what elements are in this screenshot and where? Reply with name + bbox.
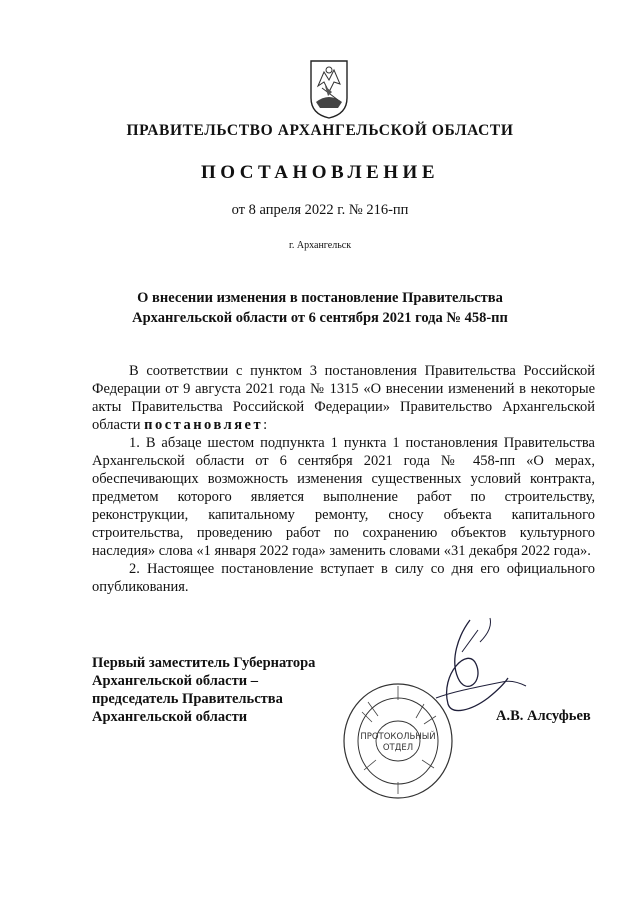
preamble-text: В соответствии с пунктом 3 постановления Правительства Российской Федерации от 9 августа 2021 года № 1315 «О внесении изменений в некоторые акты Правительства Российской Федерации» Правительство Архангельской области (92, 363, 595, 433)
decree-word: постановляет (144, 417, 264, 433)
signer-position (92, 654, 315, 726)
document-city: г. Архангельск (288, 240, 352, 251)
seal-center-line-1: ПРОТОКОЛЬНЫЙ (360, 732, 436, 742)
document-date-number: от 8 апреля 2022 г. № 216-пп (231, 202, 409, 218)
seal-center-line-2: ОТДЕЛ (382, 743, 414, 753)
item-2-paragraph: 2. Настоящее постановление вступает в силу со дня его официального опубликования. (92, 561, 595, 595)
signer-position-line-3: председатель Правительства (92, 691, 283, 707)
item-1-paragraph: 1. В абзаце шестом подпункта 1 пункта 1 постановления Правительства Архангельской области от 6 сентября 2021 года № 458-пп «О мерах, обеспечивающих возможность изменения существенных условий контракта, предметом которого является выполнение работ по строительству, реконструкции, капитальному ремонту, сносу объекта капитального строительства, проведению работ по сохранению объектов культурного наследия» слова «1 января 2022 года» заменить словами «31 декабря 2022 года». (92, 435, 595, 559)
signer-position-line-4: Архангельской области (92, 709, 248, 725)
government-title: ПРАВИТЕЛЬСТВО АРХАНГЕЛЬСКОЙ ОБЛАСТИ (126, 122, 514, 139)
document-subject (110, 288, 530, 328)
signer-position-line-2: Архангельской области – (92, 673, 258, 689)
decree-colon: : (263, 417, 268, 433)
subject-line-1: О внесении изменения в постановление Правительства (137, 290, 503, 306)
signer-name: А.В. Алсуфьев (496, 708, 591, 724)
document-type: ПОСТАНОВЛЕНИЕ (200, 162, 440, 183)
signer-position-line-1: Первый заместитель Губернатора (92, 655, 316, 671)
coat-of-arms-icon (308, 58, 350, 120)
subject-line-2: Архангельской области от 6 сентября 2021 года № 458-пп (132, 310, 508, 326)
official-seal (342, 682, 454, 800)
document-body (92, 362, 595, 596)
preamble-paragraph (92, 362, 595, 434)
